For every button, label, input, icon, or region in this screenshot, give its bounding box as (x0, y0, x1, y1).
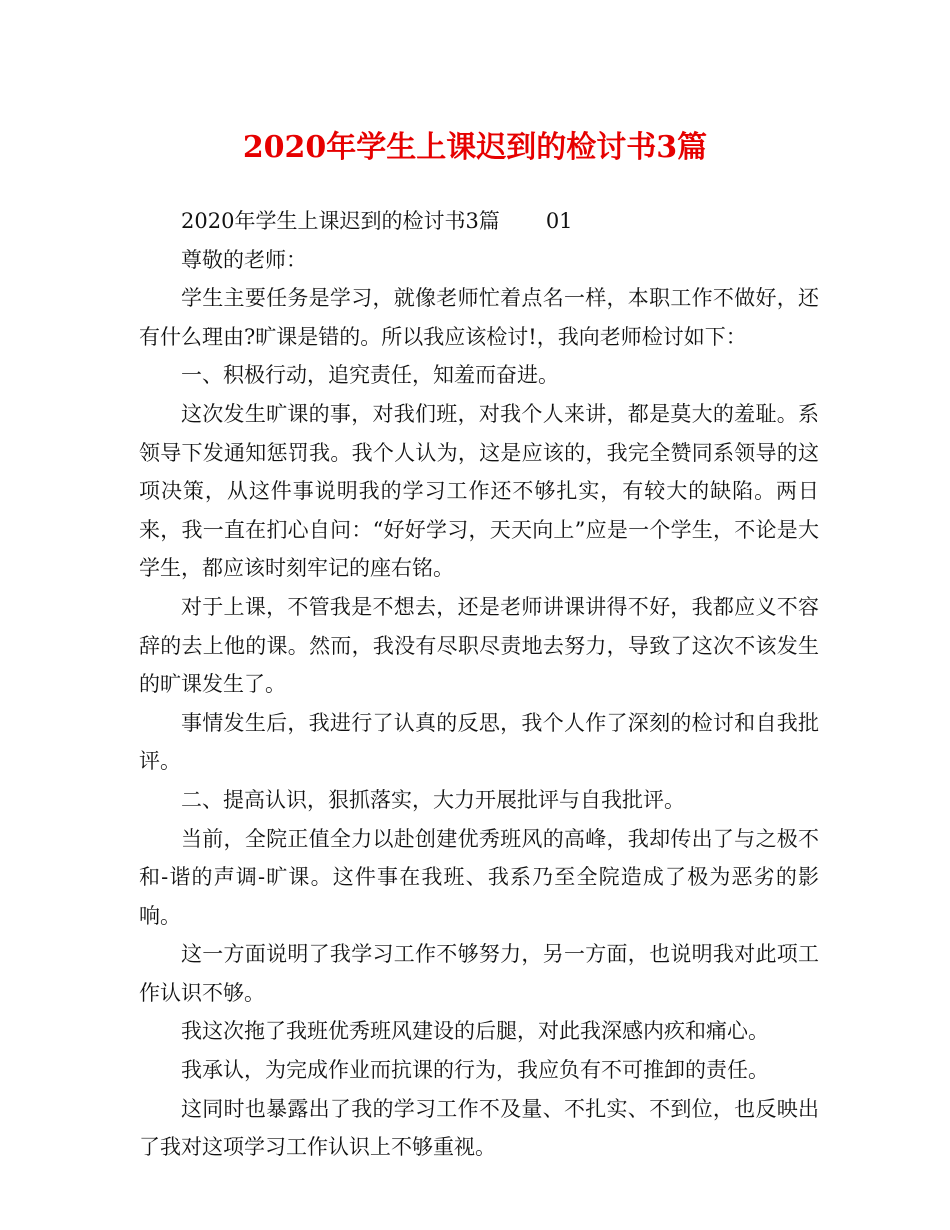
paragraph: 对于上课，不管我是不想去，还是老师讲课讲得不好，我都应义不容辞的去上他的课。然而，我没有尽职尽责地去努力，导致了这次不该发生的旷课发生了。 (139, 594, 819, 697)
paragraph: 学生主要任务是学习，就像老师忙着点名一样，本职工作不做好，还有什么理由?旷课是错的。所以我应该检讨!，我向老师检讨如下： (139, 286, 819, 349)
paragraph: 这一方面说明了我学习工作不够努力，另一方面，也说明我对此项工作认识不够。 (139, 942, 819, 1005)
paragraph: 这同时也暴露出了我的学习工作不及量、不扎实、不到位，也反映出了我对这项学习工作认识上不够重视。 (139, 1096, 819, 1160)
subtitle-text: 2020年学生上课迟到的检讨书3篇 (181, 209, 500, 233)
subtitle-line (139, 202, 819, 241)
section-heading: 一、积极行动，追究责任，知羞而奋进。 (181, 363, 559, 388)
paragraph: 我这次拖了我班优秀班风建设的后腿，对此我深感内疚和痛心。 (181, 1019, 769, 1044)
paragraph: 事情发生后，我进行了认真的反思，我个人作了深刻的检讨和自我批评。 (139, 710, 819, 774)
document-title: 2020年学生上课迟到的检讨书3篇 (242, 130, 708, 165)
paragraph: 这次发生旷课的事，对我们班，对我个人来讲，都是莫大的羞耻。系领导下发通知惩罚我。我个人认为，这是应该的，我完全赞同系领导的这项决策，从这件事说明我的学习工作还不够扎实，有较大的缺陷。两日来，我一直在扪心自问：“好好学习，天天向上”应是一个学生，不论是大学生，都应该时刻牢记的座右铭。 (139, 401, 819, 581)
salutation: 尊敬的老师： (181, 247, 307, 272)
paragraph: 我承认，为完成作业而抗课的行为，我应负有不可推卸的责任。 (181, 1058, 769, 1083)
section-heading: 二、提高认识，狠抓落实，大力开展批评与自我批评。 (181, 787, 685, 812)
document-body (139, 202, 819, 1167)
paragraph: 当前，全院正值全力以赴创建优秀班风的高峰，我却传出了与之极不和-谐的声调-旷课。这件事在我班、我系乃至全院造成了极为恶劣的影响。 (139, 826, 819, 928)
subtitle-number: 01 (545, 209, 573, 233)
